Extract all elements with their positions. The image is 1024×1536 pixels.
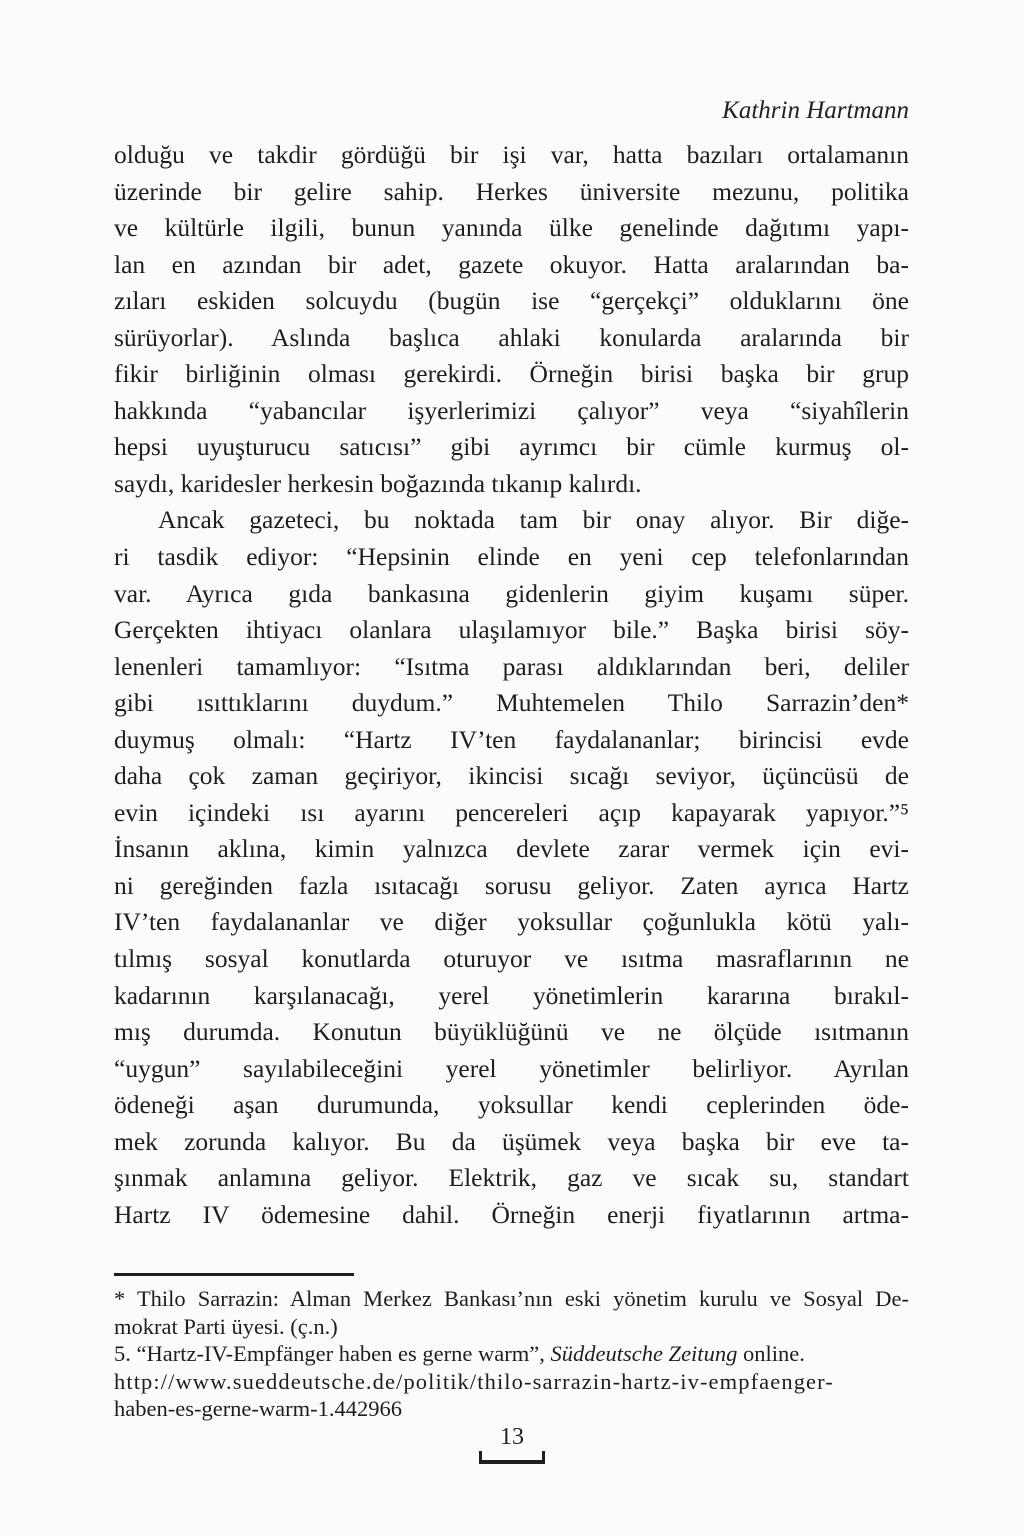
footnote-separator-rule	[114, 1273, 354, 1276]
body-line: tılmış sosyal konutlarda oturuyor ve ısıtma masraflarının ne	[114, 944, 909, 974]
footnote-asterisk-line-2: mokrat Parti üyesi. (ç.n.)	[114, 1313, 338, 1339]
body-text-block	[114, 137, 909, 1233]
body-line: Hartz IV ödemesine dahil. Örneğin enerji fiyatlarının artma-	[114, 1199, 909, 1229]
footnote-5-text: 5. “Hartz-IV-Empfänger haben es gerne warm”,	[114, 1341, 551, 1367]
body-line-with-footnote-5-ref: evin içindeki ısı ayarını pencereleri açıp kapayarak yapıyor.”⁵	[114, 797, 909, 827]
footnote-5-url-line-2: haben-es-gerne-warm-1.442966	[114, 1396, 403, 1422]
body-line: hepsi uyuşturucu satıcısı” gibi ayrımcı bir cümle kurmuş ol-	[114, 432, 909, 462]
body-line: Gerçekten ihtiyacı olanlara ulaşılamıyor bile.” Başka birisi söy-	[114, 615, 909, 645]
body-line: lan en azından bir adet, gazete okuyor. Hatta aralarından ba-	[114, 249, 909, 279]
body-line: ni gereğinden fazla ısıtacağı sorusu geliyor. Zaten ayrıca Hartz	[114, 870, 909, 900]
body-line: üzerinde bir gelire sahip. Herkes üniversite mezunu, politika	[114, 176, 909, 206]
body-line-with-asterisk-ref: gibi ısıttıklarını duydum.” Muhtemelen Thilo Sarrazin’den*	[114, 688, 909, 718]
body-line: “uygun” sayılabileceğini yerel yönetimler belirliyor. Ayrılan	[114, 1053, 909, 1083]
page-footer	[0, 1424, 1024, 1464]
body-line: kadarının karşılanacağı, yerel yönetimlerin kararına bırakıl-	[114, 980, 909, 1010]
footnote-5-line-1	[114, 1340, 909, 1368]
body-line: mek zorunda kalıyor. Bu da üşümek veya başka bir eve ta-	[114, 1126, 909, 1156]
body-line-paragraph-start: Ancak gazeteci, bu noktada tam bir onay alıyor. Bir diğe-	[158, 505, 909, 535]
body-line: fikir birliğinin olması gerekirdi. Örneğin birisi başka bir grup	[114, 359, 909, 389]
body-line: mış durumda. Konutun büyüklüğünü ve ne ölçüde ısıtmanın	[114, 1017, 909, 1047]
footnote-5-citation-title: Süddeutsche Zeitung	[550, 1341, 738, 1367]
body-line: IV’ten faydalananlar ve diğer yoksullar çoğunlukla kötü yalı-	[114, 907, 909, 937]
footnote-5-url-line-1: http://www.sueddeutsche.de/politik/thilo-sarrazin-hartz-iv-empfaenger-	[114, 1368, 834, 1394]
body-line: hakkında “yabancılar işyerlerimizi çalıyor” veya “siyahîlerin	[114, 395, 909, 425]
body-line: zıları eskiden solcuydu (bugün ise “gerçekçi” olduklarını öne	[114, 286, 909, 316]
body-line: ri tasdik ediyor: “Hepsinin elinde en yeni cep telefonlarından	[114, 542, 909, 572]
body-line: sürüyorlar). Aslında başlıca ahlaki konularda aralarında bir	[114, 322, 909, 352]
page-number: 13	[500, 1424, 524, 1450]
body-line: şınmak anlamına geliyor. Elektrik, gaz ve sıcak su, standart	[114, 1163, 909, 1193]
body-line: var. Ayrıca gıda bankasına gidenlerin giyim kuşamı süper.	[114, 578, 909, 608]
body-line: lenenleri tamamlıyor: “Isıtma parası aldıklarından beri, deliler	[114, 651, 909, 681]
footnotes-block	[114, 1285, 909, 1423]
footnote-asterisk-line-1: * Thilo Sarrazin: Alman Merkez Bankası’nın eski yönetim kurulu ve Sosyal De-	[114, 1286, 909, 1311]
body-line: olduğu ve takdir gördüğü bir işi var, hatta bazıları ortalamanın	[114, 140, 909, 169]
running-header-author: Kathrin Hartmann	[722, 97, 909, 124]
body-line: ve kültürle ilgili, bunun yanında ülke genelinde dağıtımı yapı-	[114, 213, 909, 243]
body-line: ödeneği aşan durumunda, yoksullar kendi ceplerinden öde-	[114, 1090, 909, 1120]
body-line-paragraph-end: saydı, karidesler herkesin boğazında tıkanıp kalırdı.	[114, 468, 642, 498]
page-number-ornament	[479, 1451, 545, 1464]
footnote-5-text-suffix: online.	[737, 1341, 805, 1367]
body-line: duymuş olmalı: “Hartz IV’ten faydalananlar; birincisi evde	[114, 724, 909, 754]
body-line: daha çok zaman geçiriyor, ikincisi sıcağı seviyor, üçüncüsü de	[114, 761, 909, 791]
body-line: İnsanın aklına, kimin yalnızca devlete zarar vermek için evi-	[114, 834, 909, 864]
